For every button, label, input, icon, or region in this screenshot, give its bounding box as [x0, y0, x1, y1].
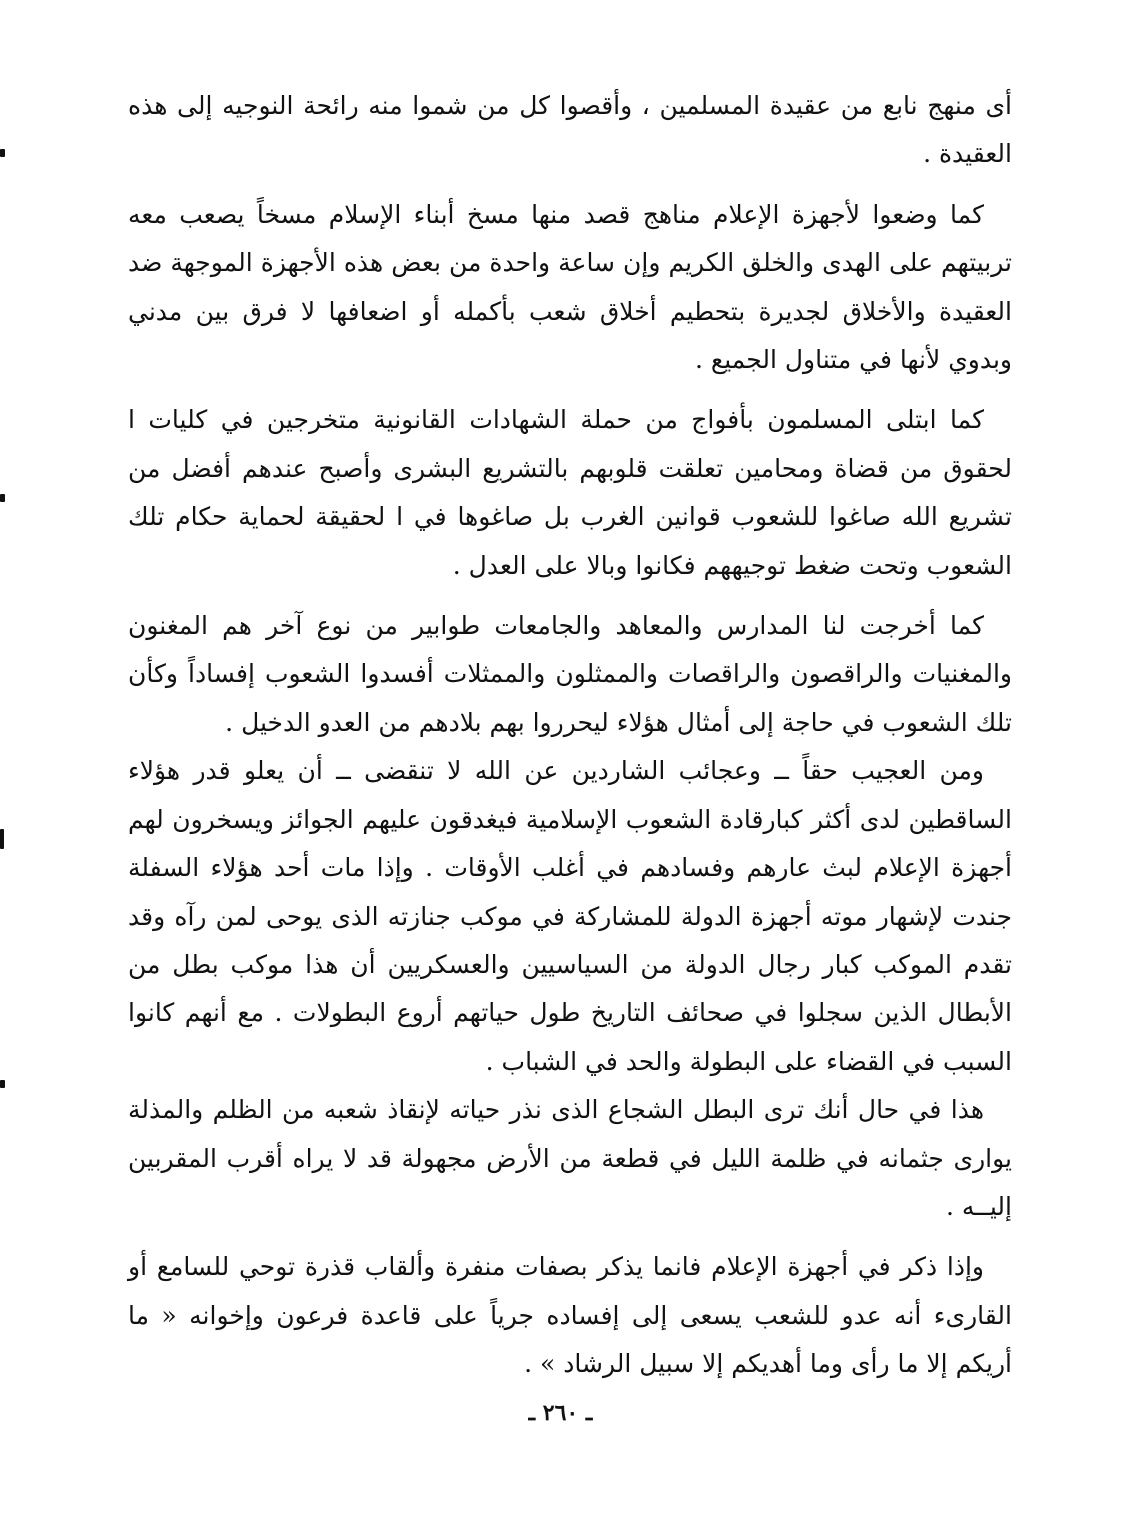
margin-mark [0, 829, 4, 849]
paragraph-3: كما ابتلى المسلمون بأفواج من حملة الشهادات القانونية متخرجين في كليات ا لحقوق من قضاة ومحامين تعلقت قلوبهم بالتشريع البشرى وأصبح عندهم أفضل من تشريع الله صاغوا للشعوب قوانين الغرب بل صاغوها في ا لحقيقة لحماية حكام تلك الشعوب وتحت ضغط توجيههم فكانوا وبالا على العدل . [128, 405, 1012, 580]
paragraph-1: أى منهج نابع من عقيدة المسلمين ، وأقصوا كل من شموا منه رائحة النوجيه إلى هذه العقيدة . [128, 91, 1012, 169]
body-text [128, 82, 1012, 1389]
margin-mark [0, 1080, 5, 1088]
paragraph-6: هذا في حال أنك ترى البطل الشجاع الذى نذر حياته لإنقاذ شعبه من الظلم والمذلة يوارى جثمانه في ظلمة الليل في قطعة من الأرض مجهولة قد لا يراه أقرب المقربين إليــه . [128, 1095, 1012, 1221]
page-number: ـ ٢٦٠ ـ [528, 1400, 593, 1426]
margin-mark [0, 494, 5, 502]
margin-mark [0, 149, 5, 157]
paragraph-5: ومن العجيب حقاً ــ وعجائب الشاردين عن الله لا تنقضى ــ أن يعلو قدر هؤلاء الساقطين لدى أكثر كبارقادة الشعوب الإسلامية فيغدقون عليهم الجوائز ويسخرون لهم أجهزة الإعلام لبث عارهم وفسادهم في أغلب الأوقات . وإذا مات أحد هؤلاء السفلة جندت لإشهار موته أجهزة الدولة للمشاركة في موكب جنازته الذى يوحى لمن رآه وقد تقدم الموكب كبار رجال الدولة من السياسيين والعسكريين أن هذا موكب بطل من الأبطال الذين سجلوا في صحائف التاريخ طول حياتهم أروع البطولات . مع أنهم كانوا السبب في القضاء على البطولة والحد في الشباب . [128, 756, 1012, 1076]
paragraph-2: كما وضعوا لأجهزة الإعلام مناهج قصد منها مسخ أبناء الإسلام مسخاً يصعب معه تربيتهم على الهدى والخلق الكريم وإن ساعة واحدة من بعض هذه الأجهزة الموجهة ضد العقيدة والأخلاق لجديرة بتحطيم أخلاق شعب بأكمله أو اضعافها لا فرق بين مدني وبدوي لأنها في متناول الجميع . [128, 199, 1012, 375]
paragraph-4: كما أخرجت لنا المدارس والمعاهد والجامعات طوابير من نوع آخر هم المغنون والمغنيات والراقصون والراقصات والممثلون والممثلات أفسدوا الشعوب إفساداً وكأن تلك الشعوب في حاجة إلى أمثال هؤلاء ليحرروا بهم بلادهم من العدو الدخيل . [128, 611, 1012, 737]
paragraph-7: وإذا ذكر في أجهزة الإعلام فانما يذكر بصفات منفرة وألقاب قذرة توحي للسامع أو القارىء أنه عدو للشعب يسعى إلى إفساده جرياً على قاعدة فرعون وإخوانه « ما أريكم إلا ما رأى وما أهديكم إلا سبيل الرشاد » . [128, 1252, 1012, 1379]
